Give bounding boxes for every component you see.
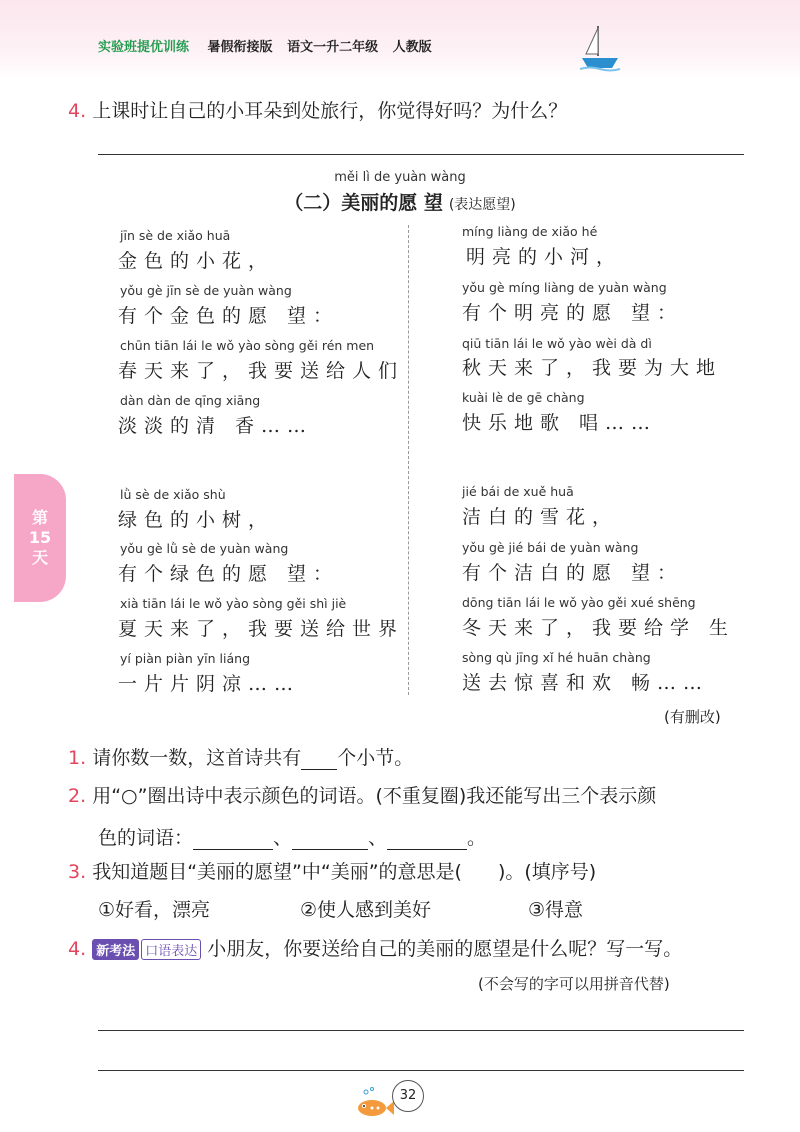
question-3-text: 我知道题目“美丽的愿望”中“美丽”的意思是( [92, 861, 462, 883]
top-question-text: 上课时让自己的小耳朵到处旅行，你觉得好吗？为什么？ [92, 100, 568, 122]
option-1: ①好看，漂亮 [98, 899, 211, 921]
pinyin-line: yǒu gè jīn sè de yuàn wàng [120, 283, 292, 298]
question-1-number: 1. [68, 747, 87, 769]
question-1-text: 请你数一数，这首诗共有 [92, 747, 302, 769]
poem-line: 冬天来了，我要给学 生 [462, 617, 736, 639]
period: 。 [467, 827, 487, 849]
answer-line[interactable] [98, 154, 744, 155]
answer-blank[interactable] [292, 831, 368, 850]
poem-line: 春天来了，我要送给人们 [118, 360, 405, 382]
day-tab-number: 15 [28, 528, 52, 547]
day-tab [14, 474, 66, 602]
pinyin-line: yí piàn piàn yīn liáng [120, 651, 250, 666]
option-2: ②使人感到美好 [300, 899, 432, 921]
poem-line: 秋天来了，我要为大地 [462, 357, 723, 379]
header [98, 36, 442, 55]
question-1-text-end: 个小节。 [337, 747, 414, 769]
header-edition: 暑假衔接版 [207, 40, 273, 55]
question-3-number: 3. [68, 861, 87, 883]
pinyin-line: dàn dàn de qīng xiāng [120, 393, 261, 408]
day-tab-line3: 天 [31, 548, 48, 567]
poem-line: 有个明亮的愿 望： [462, 302, 684, 324]
poem-line: 洁白的雪花， [462, 506, 619, 528]
pinyin-line: yǒu gè lǜ sè de yuàn wàng [120, 541, 289, 556]
question-2-line2 [98, 823, 486, 850]
pinyin-line: yǒu gè jié bái de yuàn wàng [462, 540, 639, 555]
pinyin-line: qiū tiān lái le wǒ yào wèi dà dì [462, 336, 652, 351]
source-note: (有删改) [664, 708, 721, 726]
question-4-number: 4. [68, 938, 87, 960]
poem-title-pinyin: měi lì de yuàn wàng [334, 170, 466, 185]
pinyin-line: yǒu gè míng liàng de yuàn wàng [462, 280, 667, 295]
poem-line: 快乐地歌 唱…… [462, 412, 658, 434]
answer-blank[interactable] [387, 831, 467, 850]
header-brand: 实验班提优训练 [98, 40, 190, 55]
fish-icon [352, 1086, 396, 1120]
poem-line: 淡淡的清 香…… [118, 415, 314, 437]
poem-line: 绿色的小树， [118, 509, 275, 531]
poem-title-text: （二）美丽的愿 望 [284, 192, 443, 214]
question-4-note: (不会写的字可以用拼音代替) [478, 975, 670, 993]
pinyin-line: jié bái de xuě huā [462, 484, 574, 499]
sailboat-icon [578, 22, 622, 72]
answer-blank[interactable] [301, 751, 337, 770]
page-number: 32 [392, 1080, 424, 1112]
column-divider [408, 225, 409, 695]
day-tab-line1: 第 [31, 508, 48, 527]
pinyin-line: xià tiān lái le wǒ yào sòng gěi shì jiè [120, 596, 347, 611]
header-subject: 语文一升二年级 [287, 40, 379, 55]
question-2-text: 用“○”圈出诗中表示颜色的词语。(不重复圈)我还能写出三个表示颜 [92, 785, 657, 807]
pinyin-line: kuài lè de gē chàng [462, 390, 585, 405]
poem-line: 明亮的小河， [466, 246, 623, 268]
poem-title [0, 188, 800, 215]
poem-line: 有个金色的愿 望： [118, 305, 340, 327]
top-question [68, 96, 567, 123]
header-publisher: 人教版 [392, 40, 432, 55]
question-2-prefix: 色的词语： [98, 827, 194, 849]
question-2-number: 2. [68, 785, 87, 807]
poem-line: 夏天来了，我要送给世界 [118, 618, 405, 640]
option-3: ③得意 [528, 899, 584, 921]
question-4-text: 小朋友，你要送给自己的美丽的愿望是什么呢？写一写。 [207, 938, 683, 960]
poem-line: 有个洁白的愿 望： [462, 562, 684, 584]
pinyin-line: dōng tiān lái le wǒ yào gěi xué shēng [462, 595, 696, 610]
pinyin-line: lǜ sè de xiǎo shù [120, 487, 226, 502]
pinyin-line: jīn sè de xiǎo huā [120, 228, 231, 243]
pinyin-line: sòng qù jīng xǐ hé huān chàng [462, 650, 651, 665]
new-exam-badge: 新考法 [92, 939, 139, 960]
question-3 [68, 857, 596, 884]
poem-line: 送去惊喜和欢 畅…… [462, 672, 710, 694]
top-question-number: 4. [68, 100, 87, 122]
answer-line[interactable] [98, 1030, 744, 1031]
poem-line: 一片片阴凉…… [118, 673, 301, 695]
pinyin-line: míng liàng de xiǎo hé [462, 224, 598, 239]
answer-blank[interactable] [193, 831, 273, 850]
oral-expression-badge: 口语表达 [141, 939, 201, 960]
question-3-text-end: )。(填序号) [497, 861, 597, 883]
answer-line[interactable] [98, 1070, 744, 1071]
poem-line: 有个绿色的愿 望： [118, 563, 340, 585]
poem-line: 金色的小花， [118, 250, 275, 272]
separator: 、 [368, 827, 388, 849]
question-4 [68, 934, 682, 961]
pinyin-line: chūn tiān lái le wǒ yào sòng gěi rén men [120, 338, 375, 353]
separator: 、 [273, 827, 293, 849]
question-2 [68, 781, 656, 808]
poem-title-note: (表达愿望) [448, 197, 516, 213]
question-1 [68, 743, 413, 770]
